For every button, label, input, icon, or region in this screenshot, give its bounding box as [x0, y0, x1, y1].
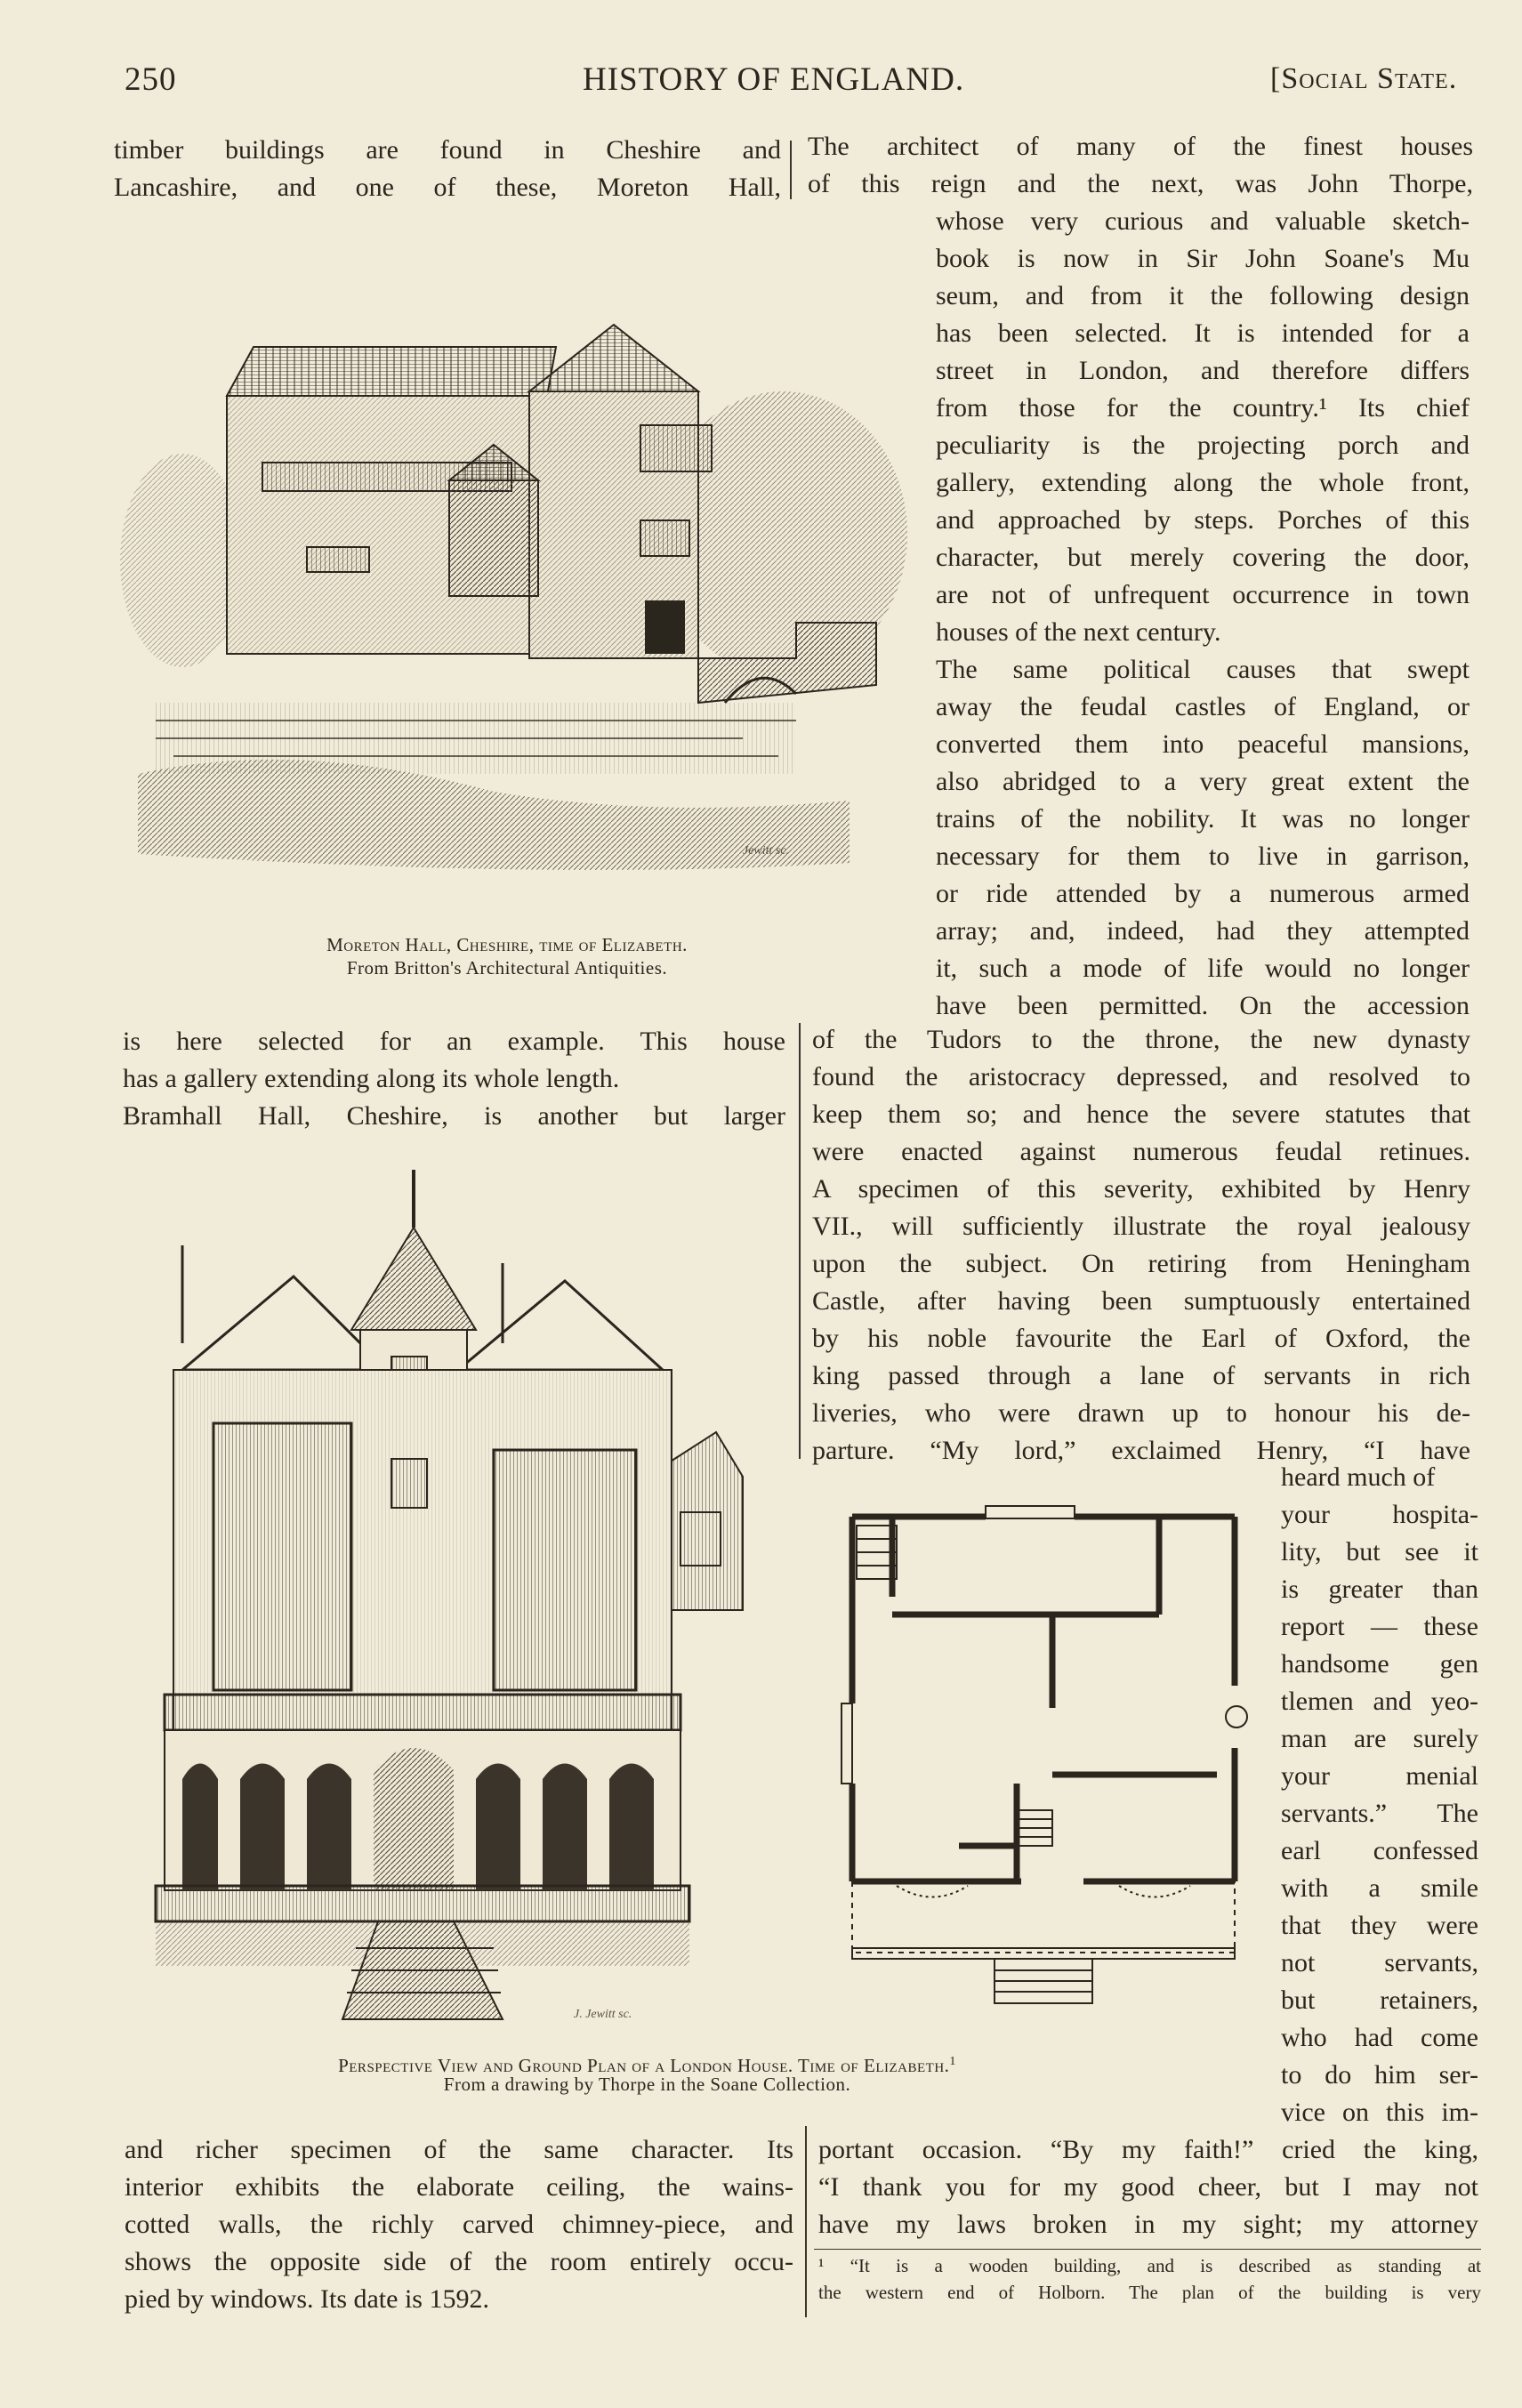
text-line: Castle, after having been sumptuously entertained [812, 1286, 1470, 1316]
text-line: street in London, and therefore differs [936, 356, 1470, 385]
text-line: by his noble favourite the Earl of Oxford, the [812, 1324, 1470, 1353]
text-line: have my laws broken in my sight; my attorney [818, 2210, 1478, 2239]
text-line: of the Tudors to the throne, the new dynasty [812, 1025, 1470, 1054]
figure1-caption-title: Moreton Hall, Cheshire, time of Elizabeth. [326, 934, 688, 955]
text-line: VII., will sufficiently illustrate the royal jealousy [812, 1212, 1470, 1241]
text-line: houses of the next century. [936, 617, 1221, 647]
text-line: report — these [1281, 1612, 1478, 1641]
column-rule-middle [799, 1023, 801, 1459]
text-line: has been selected. It is intended for a [936, 318, 1470, 348]
text-line: away the feudal castles of England, or [936, 692, 1470, 721]
text-line: have been permitted. On the accession [936, 991, 1470, 1020]
text-line: heard much of [1281, 1462, 1436, 1492]
text-line: were enacted against numerous feudal retinues. [812, 1137, 1470, 1166]
text-line: to do him ser- [1281, 2060, 1478, 2090]
text-line: upon the subject. On retiring from Heningham [812, 1249, 1470, 1278]
text-line: earl confessed [1281, 1836, 1478, 1865]
running-title: HISTORY OF ENGLAND. [583, 61, 965, 98]
text-line: vice on this im- [1281, 2098, 1478, 2127]
text-line: whose very curious and valuable sketch- [936, 206, 1470, 236]
text-line: gallery, extending along the whole front, [936, 468, 1470, 497]
text-line: A specimen of this severity, exhibited by Henry [812, 1174, 1470, 1204]
text-line: parture. “My lord,” exclaimed Henry, “I have [812, 1436, 1470, 1465]
figure2-engraver: J. Jewitt sc. [574, 2008, 632, 2021]
text-line: it, such a mode of life would no longer [936, 954, 1470, 983]
text-line: “I thank you for my good cheer, but I may not [818, 2172, 1478, 2202]
column-rule-top [790, 141, 792, 199]
text-line: timber buildings are found in Cheshire and [114, 135, 781, 165]
text-line: pied by windows. Its date is 1592. [125, 2284, 489, 2314]
text-line: portant occasion. “By my faith!” cried the king, [818, 2135, 1478, 2164]
text-line: or ride attended by a numerous armed [936, 879, 1470, 908]
text-line: converted them into peaceful mansions, [936, 729, 1470, 759]
text-line: Lancashire, and one of these, Moreton Hall, [114, 173, 781, 202]
text-line: necessary for them to live in garrison, [936, 842, 1470, 871]
text-line: but retainers, [1281, 1985, 1478, 2015]
text-line: is here selected for an example. This house [123, 1027, 785, 1056]
figure1-caption-source: From Britton's Architectural Antiquities. [346, 957, 668, 979]
footnote-line-1: ¹ “It is a wooden building, and is described as standing at [818, 2255, 1481, 2276]
text-line: servants.” The [1281, 1799, 1478, 1828]
text-line: also abridged to a very great extent the [936, 767, 1470, 796]
ground-plan-diagram [825, 1490, 1270, 2006]
text-line: not servants, [1281, 1948, 1478, 1977]
text-line: found the aristocracy depressed, and resolved to [812, 1062, 1470, 1091]
figure2-caption-title: Perspective View and Ground Plan of a London House. Time of Elizabeth.$^1$ [338, 2055, 956, 2076]
text-line: and richer specimen of the same character. Its [125, 2135, 793, 2164]
text-line: your hospita- [1281, 1500, 1478, 1529]
text-line: Bramhall Hall, Cheshire, is another but larger [123, 1101, 785, 1131]
text-line: your menial [1281, 1761, 1478, 1791]
text-line: with a smile [1281, 1873, 1478, 1903]
text-line: and approached by steps. Porches of this [936, 505, 1470, 535]
text-line: array; and, indeed, had they attempted [936, 916, 1470, 946]
text-line: has a gallery extending along its whole length. [123, 1064, 620, 1093]
text-line: is greater than [1281, 1574, 1478, 1604]
text-line: that they were [1281, 1911, 1478, 1940]
text-line: of this reign and the next, was John Thorpe, [808, 169, 1473, 198]
text-line: book is now in Sir John Soane's Mu [936, 244, 1470, 273]
text-line: peculiarity is the projecting porch and [936, 431, 1470, 460]
text-line: cotted walls, the richly carved chimney-piece, and [125, 2210, 793, 2239]
text-line: trains of the nobility. It was no longer [936, 804, 1470, 834]
text-line: tlemen and yeo- [1281, 1687, 1478, 1716]
moreton-hall-engraving [120, 240, 916, 916]
text-line: who had come [1281, 2023, 1478, 2052]
text-line: The architect of many of the finest houses [808, 132, 1473, 161]
figure2-caption-source: From a drawing by Thorpe in the Soane Collection. [443, 2074, 851, 2095]
text-line: handsome gen [1281, 1649, 1478, 1679]
footnote-rule [814, 2249, 1481, 2250]
text-line: king passed through a lane of servants in rich [812, 1361, 1470, 1390]
footnote-line-2: the western end of Holborn. The plan of the building is very [818, 2282, 1481, 2303]
text-line: keep them so; and hence the severe statutes that [812, 1099, 1470, 1129]
page-number: 250 [125, 61, 177, 98]
column-rule-bottom [805, 2126, 807, 2317]
text-line: interior exhibits the elaborate ceiling, the wains- [125, 2172, 793, 2202]
text-line: are not of unfrequent occurrence in town [936, 580, 1470, 609]
running-section: [Social State. [1270, 62, 1458, 95]
text-line: seum, and from it the following design [936, 281, 1470, 310]
text-line: shows the opposite side of the room entirely occu- [125, 2247, 793, 2276]
figure1-engraver: Jewitt sc. [743, 844, 790, 858]
text-line: The same political causes that swept [936, 655, 1470, 684]
text-line: lity, but see it [1281, 1537, 1478, 1566]
text-line: from those for the country.¹ Its chief [936, 393, 1470, 423]
london-house-perspective-engraving [129, 1165, 805, 2024]
text-line: man are surely [1281, 1724, 1478, 1753]
text-line: liveries, who were drawn up to honour his de- [812, 1398, 1470, 1428]
text-line: character, but merely covering the door, [936, 543, 1470, 572]
